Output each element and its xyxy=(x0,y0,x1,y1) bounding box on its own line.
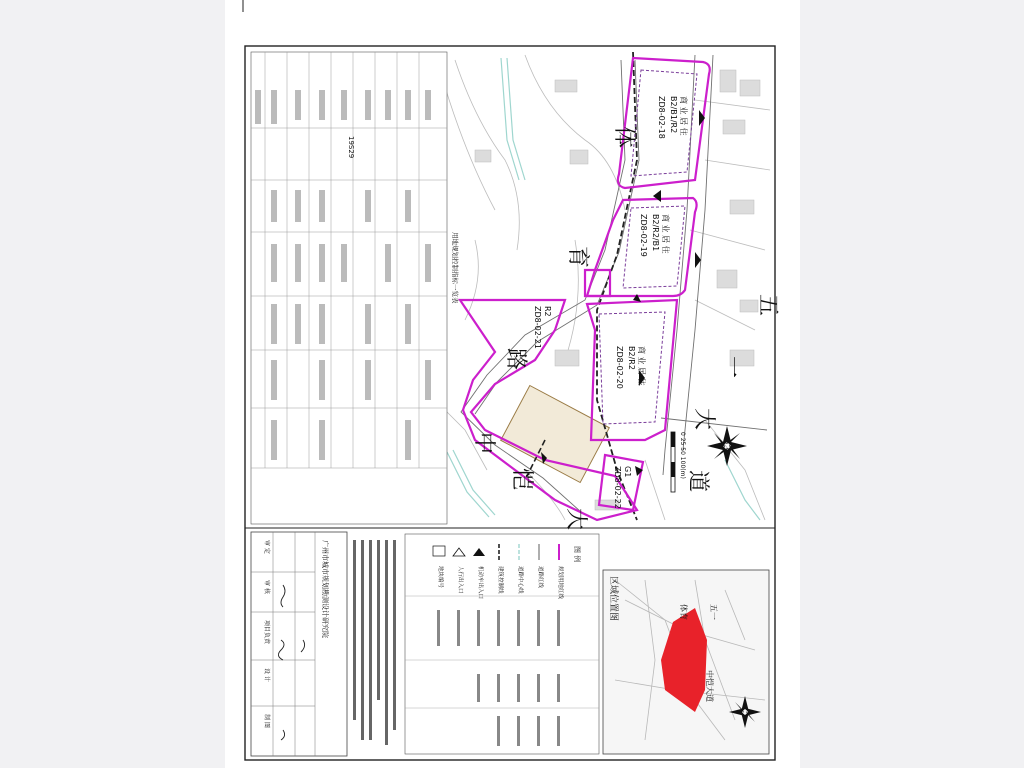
location-label-2: 体育 xyxy=(679,604,688,620)
parcel-19-desc: 商 业 居 住 xyxy=(661,214,670,254)
parcel-19-use: B2/R2/B1 xyxy=(651,214,660,252)
control-line-main xyxy=(597,52,637,520)
title-row-3: 项目负责 xyxy=(263,620,270,645)
road-label-da2: 大 xyxy=(691,408,716,431)
legend-title: 图 例 xyxy=(573,546,581,563)
road-label-ti: 体 xyxy=(611,126,636,149)
drawing-sheet xyxy=(225,0,800,768)
location-map xyxy=(603,570,769,754)
parcel-18-use: B2/B1/R2 xyxy=(669,96,678,134)
road-label-da: 大 xyxy=(563,508,588,531)
title-row-2: 审 核 xyxy=(263,580,270,594)
legend-item-1: 规划用地红线 xyxy=(557,566,563,600)
title-row-1: 审 定 xyxy=(263,540,270,554)
parcel-20-desc: 商 业 居 住 xyxy=(637,346,646,386)
parcel-19-code: ZD8-02-19 xyxy=(639,214,648,257)
parcel-18-code: ZD8-02-18 xyxy=(657,96,666,139)
parcel-18-desc: 商 业 居 住 xyxy=(679,96,688,136)
table-title: 用地规划控制指标一览表 xyxy=(451,232,459,304)
legend-item-3: 道路中心线 xyxy=(517,566,523,594)
legend-item-7: 地块编号 xyxy=(437,566,443,589)
road-label-zhong: 中 xyxy=(471,432,496,455)
location-label-3: 中恺大道 xyxy=(705,670,714,702)
parcel-21-code: ZD8-02-21 xyxy=(533,306,542,349)
title-row-5: 制 图 xyxy=(263,714,270,728)
location-label-1: 五一 xyxy=(709,604,718,620)
scale-label: 0 25 50 100(m) xyxy=(679,432,686,479)
north-arrow-map xyxy=(707,426,747,466)
legend-item-2: 道路红线 xyxy=(537,566,543,589)
parcel-22-code: ZD8-02-22 xyxy=(613,466,622,509)
location-map-title: 区域位置图 xyxy=(608,576,618,622)
title-row-4: 设 计 xyxy=(263,668,270,682)
road-label-lu: 路 xyxy=(503,348,528,371)
parcel-boundary-20 xyxy=(587,300,677,440)
indicator-table xyxy=(251,52,460,524)
scale-bar xyxy=(671,432,686,492)
parcel-20-code: ZD8-02-20 xyxy=(615,346,624,389)
road-label-dao: 道 xyxy=(685,470,710,493)
notes-area xyxy=(353,540,396,745)
parcel-22-use: G1 xyxy=(623,466,632,478)
company-name: 广州市城市规划勘测设计研究院 xyxy=(321,540,329,638)
legend-item-5: 机动车出入口 xyxy=(477,566,483,600)
road-label-wu: 五 xyxy=(755,294,780,317)
project-number: 19S29 xyxy=(347,136,355,159)
parcel-20-use: B2/R2 xyxy=(627,346,636,370)
legend-item-6: 人行出入口 xyxy=(457,566,463,594)
legend-item-4: 建筑控制线 xyxy=(497,566,503,594)
road-label-kai: 恺 xyxy=(509,468,534,491)
title-block xyxy=(251,532,347,756)
road-label-yu: 育 xyxy=(565,246,590,269)
planning-map xyxy=(225,0,800,768)
parcel-21-use: R2 xyxy=(543,306,552,317)
legend xyxy=(405,534,599,754)
road-label-yi: 一 xyxy=(719,356,744,379)
